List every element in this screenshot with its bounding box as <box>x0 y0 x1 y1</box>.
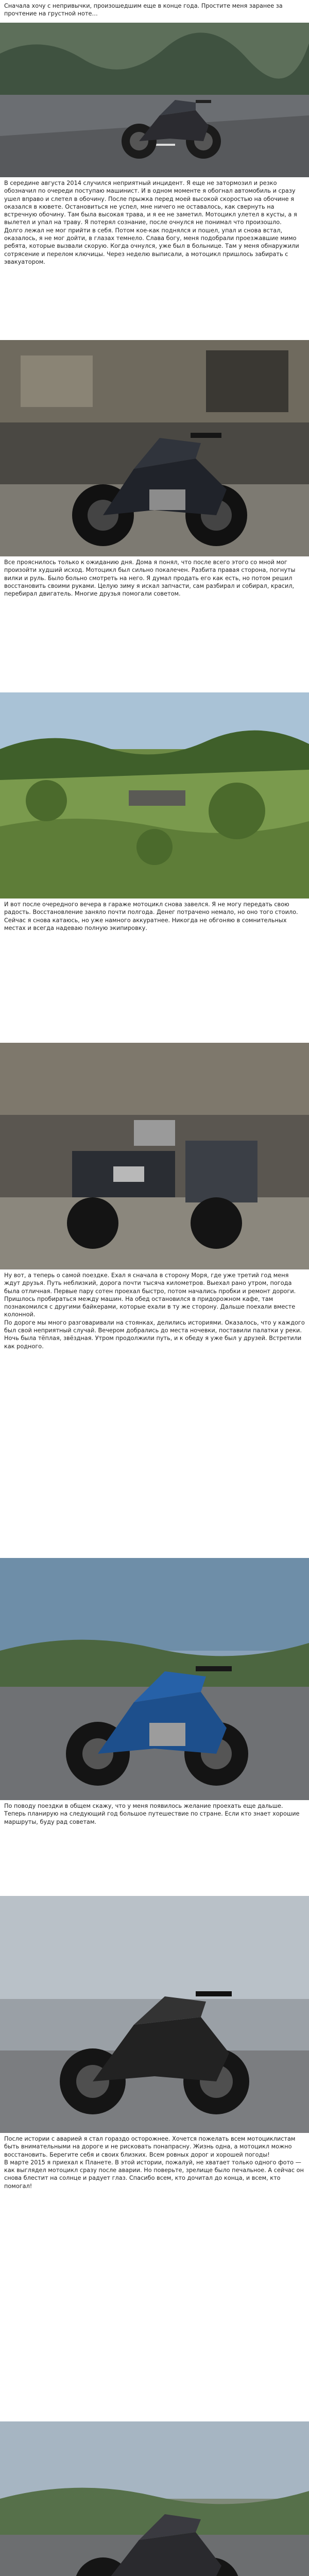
story-text-4 <box>0 1269 309 1558</box>
story-paragraph: В середине августа 2014 случился неприятный инцидент. Я еще не затормозил и резко обозначил по очереди поступаю машинист. И в одном моменте я обогнал автомобиль и сразу ушел вправо и слетел в обочину. После прыжка перед моей высокой скоростью на обочине я оказался в кювете. Остановиться не успел, мне ничего не оставалось, как свернуть на встречную обочину. Там была высокая трава, и я ее не заметил. Мотоцикл улетел в кусты, а я вылетел и упал на траву. Я потерял сознание, после очнулся не понимал что произошло. <box>4 180 297 226</box>
story-text-3 <box>0 899 309 1043</box>
story-paragraph: После истории с аварией я стал гораздо осторожнее. Хочется пожелать всем мотоциклистам быть внимательными на дороге и не рисковать понапрасну. Жизнь одна, а мотоцикл можно восстановить. Берегите себя и своих близких. Всем ровных дорог и хорошей погоды! <box>4 2136 296 2158</box>
story-text-6 <box>0 2133 309 2421</box>
story-paragraph: Все прояснилось только к ожиданию дня. Дома я понял, что после всего этого со мной мог произойти худший исход. Мотоцикл был сильно покалечен. Разбита правая сторона, погнуты вилки и руль. Было больно смотреть на него. Я думал продать его как есть, но потом решил восстановить своими руками. Целую зиму я искал запчасти, сам разбирал и собирал, красил, перебирал двигатель. Многие друзья помогали советом. <box>4 559 296 598</box>
story-text-2 <box>0 556 309 692</box>
story-text-1 <box>0 177 309 340</box>
photo-motorcycle-on-road <box>0 23 309 177</box>
photo-motorcycle-on-stand <box>0 1896 309 2133</box>
intro-text <box>0 0 309 23</box>
roadside-grass-image <box>0 692 309 899</box>
story-paragraph: Долго лежал не мог прийти в себя. Потом кое-как поднялся и пошел, упал и снова встал, оказалось, я не мог дойти, в глазах темнело. Слава богу, меня подобрали проезжавшие мимо ребята, которые вызвали скорую. Когда очнулся, уже был в больнице. Там у меня обнаружили сотрясение и перелом ключицы. Через неделю выписали, а мотоцикл пришлось забирать с эвакуатором. <box>4 227 299 265</box>
photo-disassembled-parts <box>0 1043 309 1269</box>
motorcycle-in-garage-image <box>0 340 309 556</box>
story-paragraph: И вот после очередного вечера в гараже мотоцикл снова завелся. Я не могу передать свою радость. Восстановление заняло почти полгода. Денег потрачено немало, но оно того стоило. Сейчас я снова катаюсь, но уже намного аккуратнее. Никогда не обгоняю в сомнительных местах и всегда надеваю полную экипировку. <box>4 901 298 931</box>
photo-motorcycle-in-garage <box>0 340 309 556</box>
photo-roadside-grass <box>0 692 309 899</box>
story-paragraph: По дороге мы много разговаривали на стоянках, делились историями. Оказалось, что у каждого был свой неприятный случай. Вечером добрались до места ночевки, поставили палатки у реки. Ночь была тёплая, звёздная. Утром продолжили путь, и к обеду я уже был у друзей. Встретили как родного. <box>4 1319 305 1350</box>
restored-motorcycle-image <box>0 1558 309 1800</box>
final-photo-image <box>0 2421 309 2576</box>
motorcycle-on-road-image <box>0 23 309 177</box>
photo-restored-motorcycle <box>0 1558 309 1800</box>
story-paragraph: По поводу поездки в общем скажу, что у меня появилось желание проехать еще дальше. Теперь планирую на следующий год большое путешествие по стране. Если кто знает хорошие маршруты, буду рад советам. <box>4 1803 300 1825</box>
disassembled-parts-image <box>0 1043 309 1269</box>
story-text-5 <box>0 1800 309 1896</box>
story-paragraph: Ну вот, а теперь о самой поездке. Ехал я сначала в сторону Моря, где уже третий год меня ждут друзья. Путь неблизкий, дорога почти тысяча километров. Выехал рано утром, погода была отличная. Первые пару сотен проехал быстро, потом начались пробки и ремонт дороги. Пришлось пробираться между машин. На обед остановился в придорожном кафе, там познакомился с другими байкерами, которые ехали в ту же сторону. Дальше поехали вместе колонной. <box>4 1272 296 1318</box>
intro-paragraph: Сначала хочу с непривычки, произошедшим еще в конце года. Простите меня заранее за прочтение на грустной ноте… <box>4 3 283 18</box>
motorcycle-on-stand-image <box>0 1896 309 2133</box>
story-paragraph: В марте 2015 я приехал к Планете. В этой истории, пожалуй, не хватает только одного фото — как выглядел мотоцикл сразу после аварии. Но поверьте, зрелище было печальное. А сейчас он снова блестит на солнце и радует глаз. Спасибо всем, кто дочитал до конца, и всем, кто помогал! <box>4 2159 304 2190</box>
photo-final <box>0 2421 309 2576</box>
